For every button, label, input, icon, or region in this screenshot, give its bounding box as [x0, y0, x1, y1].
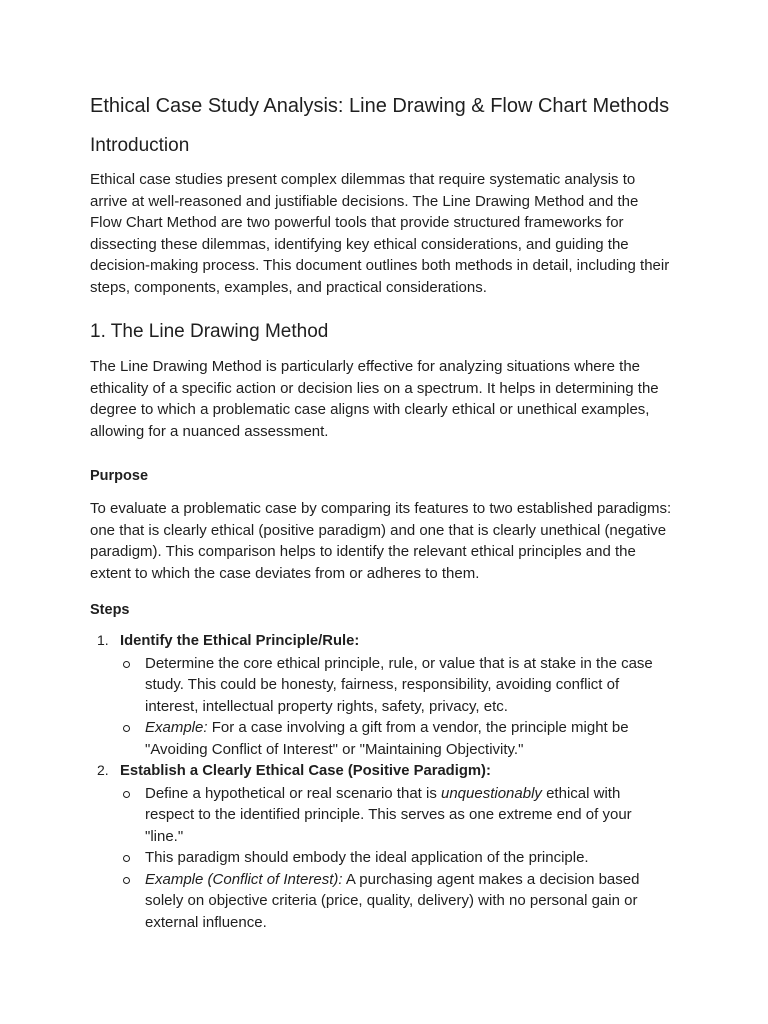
purpose-paragraph: To evaluate a problematic case by comparing its features to two established paradigms: one that is clearly ethical (positive paradigm) and one that is clearly unethical (negative paradigm). This comparison helps to identify the relevant ethical principles and the extent to which the case deviates from or adheres to them.	[90, 500, 672, 582]
bullet-text: For a case involving a gift from a vendor, the principle might be "Avoiding Conflict of Interest" or "Maintaining Objectivity."	[145, 719, 629, 758]
hollow-circle-bullet-icon	[123, 855, 130, 862]
step-item	[90, 760, 672, 933]
bullet-text: Determine the core ethical principle, rule, or value that is at stake in the case study. This could be honesty, fairness, responsibility, avoiding conflict of interest, intellectual property rights, safety, privacy, etc.	[145, 654, 653, 715]
hollow-circle-bullet-icon	[123, 725, 130, 732]
bullet-lead: Example (Conflict of Interest):	[145, 870, 343, 888]
step-number: 2.	[97, 762, 109, 778]
step-bullets	[120, 783, 672, 934]
bullet-item	[120, 717, 672, 760]
document-title: Ethical Case Study Analysis: Line Drawing & Flow Chart Methods	[90, 95, 670, 117]
steps-heading: Steps	[90, 602, 130, 618]
section-1-heading: 1. The Line Drawing Method	[90, 321, 329, 342]
bullet-text-tail: ethical with respect to the identified principle. This serves as one extreme end of your "line."	[145, 784, 632, 845]
bullet-item	[120, 783, 672, 848]
introduction-paragraph: Ethical case studies present complex dilemmas that require systematic analysis to arrive at well-reasoned and justifiable decisions. The Line Drawing Method and the Flow Chart Method are two powerful tools that provide structured frameworks for dissecting these dilemmas, identifying key ethical considerations, and guiding the decision-making process. This document outlines both methods in detail, including their steps, components, examples, and practical considerations.	[90, 171, 670, 296]
steps-list	[90, 630, 672, 933]
bullet-item	[120, 653, 672, 718]
bullet-item	[120, 847, 672, 869]
step-item	[90, 630, 672, 760]
bullet-item	[120, 869, 672, 934]
step-bullets	[120, 653, 672, 761]
bullet-text: This paradigm should embody the ideal application of the principle.	[145, 849, 589, 866]
step-title: Establish a Clearly Ethical Case (Positive Paradigm):	[120, 763, 491, 779]
bullet-text: A purchasing agent makes a decision based solely on objective criteria (price, quality, delivery) with no personal gain or external influence.	[145, 870, 640, 931]
section-1-paragraph: The Line Drawing Method is particularly effective for analyzing situations where the ethicality of a specific action or decision lies on a spectrum. It helps in determining the degree to which a problematic case aligns with clearly ethical or unethical examples, allowing for a nuanced assessment.	[90, 358, 659, 440]
step-number: 1.	[97, 632, 109, 648]
hollow-circle-bullet-icon	[123, 791, 130, 798]
bullet-emphasis: unquestionably	[441, 784, 542, 802]
hollow-circle-bullet-icon	[123, 877, 130, 884]
introduction-heading: Introduction	[90, 135, 190, 156]
purpose-heading: Purpose	[90, 468, 149, 484]
bullet-text: Define a hypothetical or real scenario that is	[145, 784, 441, 802]
step-title: Identify the Ethical Principle/Rule:	[120, 633, 360, 649]
hollow-circle-bullet-icon	[123, 661, 130, 668]
bullet-lead: Example:	[145, 719, 208, 736]
